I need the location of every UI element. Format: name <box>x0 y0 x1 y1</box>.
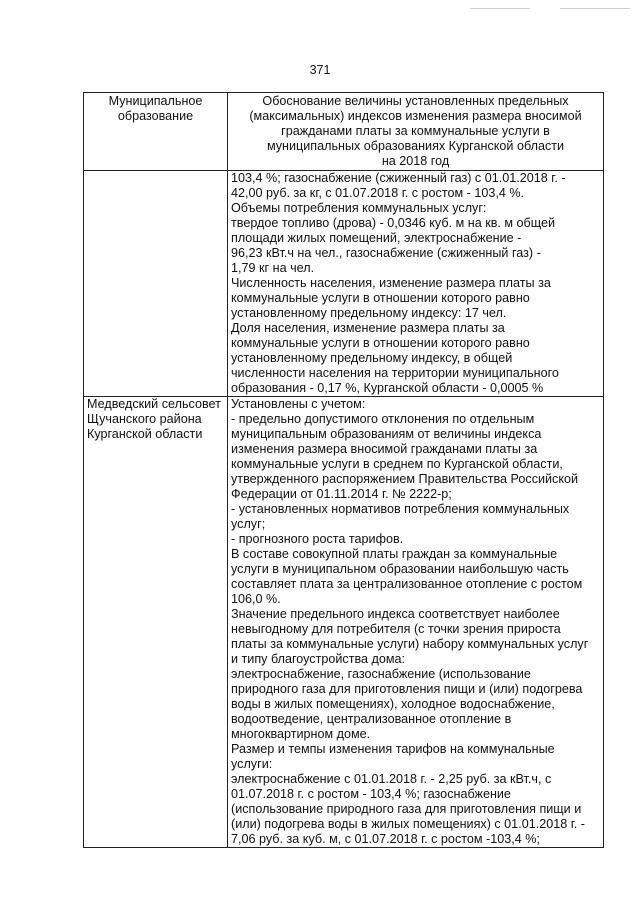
text-line: 1,79 кг на чел. <box>231 261 315 275</box>
header-text-line: Обоснование величины установленных предельных <box>262 94 569 108</box>
text-line: электроснабжение, газоснабжение (использование <box>231 667 531 681</box>
scan-artifact-mark <box>470 8 530 9</box>
scan-artifact-mark <box>560 8 630 9</box>
text-line: многоквартирном доме. <box>231 727 371 741</box>
text-line: 01.07.2018 г. с ростом - 103,4 %; газоснабжение <box>231 787 511 801</box>
header-text-line: Муниципальное <box>108 94 203 108</box>
text-line: Установлены с учетом: <box>231 397 366 411</box>
header-text-line: образование <box>117 109 194 123</box>
table-row <box>84 397 604 848</box>
tariff-justification-table <box>83 92 604 848</box>
text-line: установленному предельному индексу: 17 чел. <box>231 306 507 320</box>
text-line: - прогнозного роста тарифов. <box>231 532 404 546</box>
municipality-cell <box>84 397 228 848</box>
text-line: коммунальные услуги в отношении которого равно <box>231 291 530 305</box>
text-line: воды в жилых помещениях), холодное водоснабжение, <box>231 697 555 711</box>
text-line: Доля населения, изменение размера платы за <box>231 321 505 335</box>
justification-cell <box>228 171 604 397</box>
text-line: 7,06 руб. за куб. м, с 01.07.2018 г. с ростом -103,4 %; <box>231 832 540 846</box>
table-row <box>84 171 604 397</box>
text-line: услуги в муниципальном образовании наибольшую часть <box>231 562 569 576</box>
text-line: площади жилых помещений, электроснабжение - <box>231 231 522 245</box>
text-line: муниципальным образованиям от величины индекса <box>231 427 542 441</box>
text-line: (использование природного газа для приготовления пищи и <box>231 802 582 816</box>
text-line: установленному предельному индексу, в общей <box>231 351 513 365</box>
text-line: коммунальные услуги в отношении которого равно <box>231 336 530 350</box>
table-header-row <box>84 93 604 171</box>
header-text-line: муниципальных образованиях Курганской области <box>266 139 565 153</box>
page-number: 371 <box>309 63 331 77</box>
text-line: Федерации от 01.11.2014 г. № 2222-р; <box>231 487 452 501</box>
text-line: и типу благоустройства дома: <box>231 652 406 666</box>
text-line: численности населения на территории муниципального <box>231 366 559 380</box>
text-line: 103,4 %; газоснабжение (сжиженный газ) с 01.01.2018 г. - <box>231 171 566 185</box>
text-line: утвержденного распоряжением Правительства Российской <box>231 472 579 486</box>
text-line: Щучанского района <box>87 412 202 426</box>
text-line: Медведский сельсовет <box>87 397 221 411</box>
text-line: твердое топливо (дрова) - 0,0346 куб. м на кв. м общей <box>231 216 556 230</box>
text-line: 42,00 руб. за кг, с 01.07.2018 г. с ростом - 103,4 %. <box>231 186 525 200</box>
text-line: составляет плата за централизованное отопление с ростом <box>231 577 583 591</box>
text-line: 106,0 %. <box>231 592 281 606</box>
text-line: коммунальные услуги в среднем по Курганской области, <box>231 457 563 471</box>
header-justification <box>228 93 604 171</box>
header-text-line: на 2018 год <box>381 154 450 168</box>
text-line: - установленных нормативов потребления коммунальных <box>231 502 570 516</box>
text-line: образования - 0,17 %, Курганской области - 0,0005 % <box>231 381 544 395</box>
text-line: Объемы потребления коммунальных услуг: <box>231 201 487 215</box>
text-line: Курганской области <box>87 427 203 441</box>
header-text-line: гражданами платы за коммунальные услуги в <box>281 124 550 138</box>
header-municipality <box>84 93 228 171</box>
text-line: водоотведение, централизованное отопление в <box>231 712 512 726</box>
text-line: платы за коммунальные услуги) набору коммунальных услуг <box>231 637 589 651</box>
text-line: услуг; <box>231 517 266 531</box>
text-line: электроснабжение с 01.01.2018 г. - 2,25 руб. за кВт.ч, с <box>231 772 552 786</box>
text-line: В составе совокупной платы граждан за коммунальные <box>231 547 558 561</box>
text-line: Размер и темпы изменения тарифов на коммунальные <box>231 742 555 756</box>
text-line: Численность населения, изменение размера платы за <box>231 276 551 290</box>
text-line: 96,23 кВт.ч на чел., газоснабжение (сжиженный газ) - <box>231 246 541 260</box>
header-text-line: (максимальных) индексов изменения размера вносимой <box>249 109 582 123</box>
text-line: изменения размера вносимой гражданами платы за <box>231 442 538 456</box>
text-line: Значение предельного индекса соответствует наиболее <box>231 607 560 621</box>
text-line: (или) подогрева воды в жилых помещениях) с 01.01.2018 г. - <box>231 817 585 831</box>
text-line: природного газа для приготовления пищи и (или) подогрева <box>231 682 583 696</box>
text-line: невыгодному для потребителя (с точки зрения прироста <box>231 622 561 636</box>
text-line: услуги: <box>231 757 273 771</box>
text-line: - предельно допустимого отклонения по отдельным <box>231 412 535 426</box>
municipality-cell <box>84 171 228 397</box>
justification-cell <box>228 397 604 848</box>
